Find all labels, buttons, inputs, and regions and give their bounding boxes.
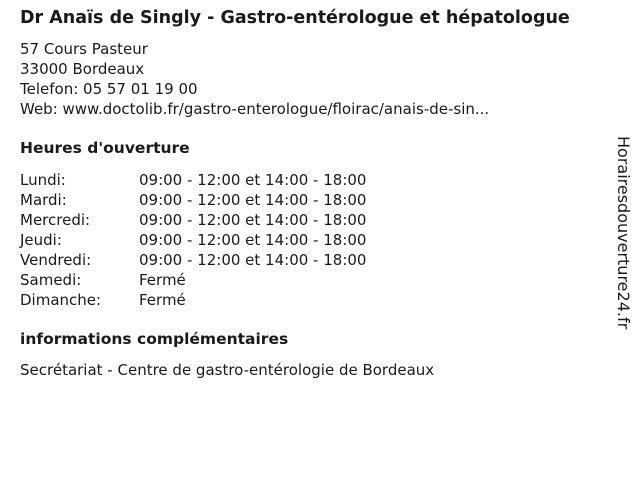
practitioner-card	[20, 8, 600, 380]
day-hours: 09:00 - 12:00 et 14:00 - 18:00	[139, 171, 367, 189]
hours-row-saturday	[20, 270, 600, 290]
day-label: Dimanche:	[20, 291, 102, 309]
day-label: Mercredi:	[20, 211, 91, 229]
day-hours: 09:00 - 12:00 et 14:00 - 18:00	[139, 251, 367, 269]
address-street: 57 Cours Pasteur	[20, 40, 148, 58]
hours-row-monday	[20, 170, 600, 190]
additional-info-text: Secrétariat - Centre de gastro-entérologie de Bordeaux	[20, 361, 435, 379]
phone-number[interactable]: Telefon: 05 57 01 19 00	[20, 80, 198, 98]
day-label: Lundi:	[20, 171, 66, 189]
day-hours: 09:00 - 12:00 et 14:00 - 18:00	[139, 211, 367, 229]
day-hours: Fermé	[139, 291, 186, 309]
day-hours: 09:00 - 12:00 et 14:00 - 18:00	[139, 231, 367, 249]
day-hours: 09:00 - 12:00 et 14:00 - 18:00	[139, 191, 367, 209]
website-link[interactable]: Web: www.doctolib.fr/gastro-enterologue/floirac/anais-de-sin...	[20, 100, 490, 118]
site-watermark: Horairesdouverture24.fr	[614, 136, 633, 330]
day-label: Mardi:	[20, 191, 67, 209]
contact-block	[20, 39, 600, 119]
day-hours: Fermé	[139, 271, 186, 289]
opening-hours-table	[20, 170, 600, 310]
page-title: Dr Anaïs de Singly - Gastro-entérologue et hépatologue	[20, 8, 570, 28]
day-label: Samedi:	[20, 271, 82, 289]
hours-row-friday	[20, 250, 600, 270]
day-label: Vendredi:	[20, 251, 92, 269]
opening-hours-heading: Heures d'ouverture	[20, 139, 190, 157]
address-city: 33000 Bordeaux	[20, 60, 145, 78]
hours-row-wednesday	[20, 210, 600, 230]
day-label: Jeudi:	[20, 231, 62, 249]
hours-row-tuesday	[20, 190, 600, 210]
hours-row-sunday	[20, 290, 600, 310]
additional-info-heading: informations complémentaires	[20, 330, 289, 348]
hours-row-thursday	[20, 230, 600, 250]
